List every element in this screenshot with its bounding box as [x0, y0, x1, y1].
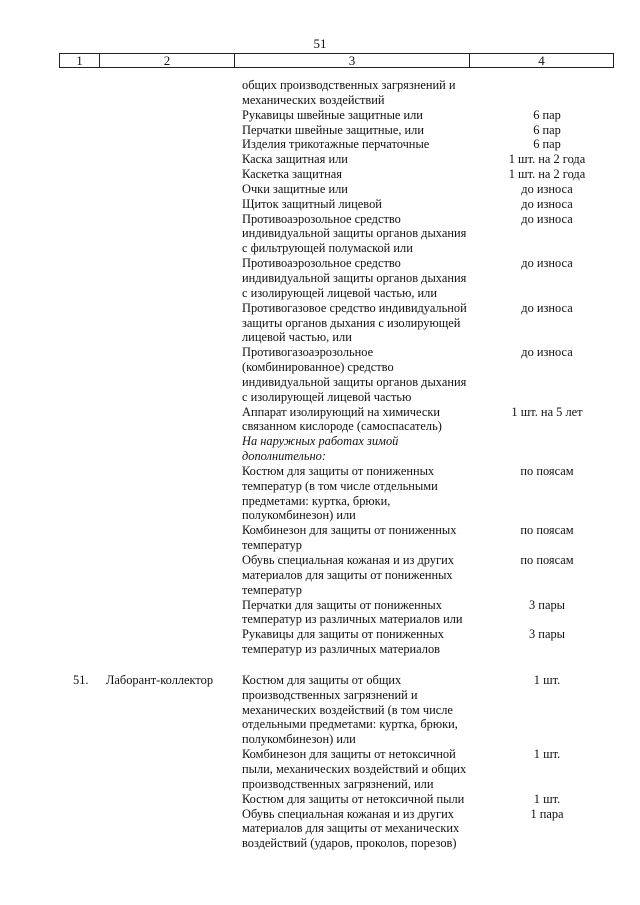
- table-row: [0, 256, 640, 301]
- table-header: [59, 53, 614, 68]
- header-col-4: 4: [538, 53, 545, 68]
- item-line: Каска защитная или: [242, 152, 348, 167]
- item-line: (комбинированное) средство: [242, 360, 394, 375]
- item-line: механических воздействий: [242, 92, 385, 107]
- item-description: [242, 301, 492, 346]
- page-number: 51: [313, 36, 327, 51]
- item-line: полукомбинезон) или: [242, 732, 356, 747]
- item-line: полукомбинезон) или: [242, 508, 356, 523]
- item-description: [242, 167, 492, 182]
- item-description: [242, 464, 492, 523]
- item-description: [242, 137, 492, 152]
- item-description: [242, 807, 492, 852]
- table-row: [0, 598, 640, 628]
- entry-number: 51.: [73, 672, 89, 687]
- issue-norm: до износа: [521, 345, 573, 360]
- issue-norm: 1 шт.: [533, 672, 561, 687]
- table-row: [0, 108, 640, 123]
- issue-norm: 1 шт.: [533, 747, 561, 762]
- item-line: Противогазовое средство индивидуальной: [242, 300, 467, 315]
- issue-norm: 3 пары: [529, 597, 565, 612]
- item-line: с изолирующей лицевой частью, или: [242, 285, 437, 300]
- issue-norm: 3 пары: [529, 627, 565, 642]
- item-line: Комбинезон для защиты от пониженных: [242, 523, 457, 538]
- item-description: [242, 747, 492, 792]
- table-body: [0, 78, 640, 851]
- item-line: общих производственных загрязнений и: [242, 78, 456, 92]
- table-row: [0, 197, 640, 212]
- item-line: пыли, механических воздействий и общих: [242, 761, 467, 776]
- item-line: Очки защитные или: [242, 181, 348, 196]
- table-row: [0, 807, 640, 852]
- item-line: Комбинезон для защиты от нетоксичной: [242, 747, 456, 762]
- item-line: Обувь специальная кожаная и из других: [242, 806, 454, 821]
- issue-norm: до износа: [521, 211, 573, 226]
- issue-norm: до износа: [521, 196, 573, 211]
- item-line: индивидуальной защиты органов дыхания: [242, 270, 467, 285]
- item-description: [242, 212, 492, 257]
- item-description: [242, 598, 492, 628]
- table-row: [0, 792, 640, 807]
- item-description: [242, 78, 492, 108]
- item-line: связанном кислороде (самоспасатель): [242, 419, 442, 434]
- item-line: Обувь специальная кожаная и из других: [242, 553, 454, 567]
- item-description: [242, 123, 492, 138]
- header-col-1: 1: [60, 54, 100, 67]
- item-line: температур: [242, 538, 302, 553]
- issue-norm: до износа: [521, 181, 573, 196]
- item-line: Противогазоаэрозольное: [242, 345, 374, 360]
- item-description: [242, 256, 492, 301]
- table-row: [0, 212, 640, 257]
- item-line: Щиток защитный лицевой: [242, 196, 382, 211]
- item-description: [242, 523, 492, 553]
- item-line: Рукавицы швейные защитные или: [242, 107, 423, 122]
- item-line: Рукавицы для защиты от пониженных: [242, 627, 444, 642]
- header-col-3: 3: [235, 54, 470, 67]
- item-line: Костюм для защиты от пониженных: [242, 463, 435, 478]
- item-line: Перчатки швейные защитные, или: [242, 122, 424, 137]
- item-description: [242, 405, 492, 435]
- item-line: Костюм для защиты от общих: [242, 672, 402, 687]
- table-row: [0, 553, 640, 598]
- item-line: производственных загрязнений, или: [242, 776, 434, 791]
- issue-norm: 1 шт. на 2 года: [508, 152, 586, 167]
- item-description: [242, 434, 492, 464]
- item-line: Перчатки для защиты от пониженных: [242, 597, 442, 612]
- table-row: [0, 673, 640, 747]
- item-line: температур из различных материалов или: [242, 612, 463, 627]
- issue-norm: 6 пар: [533, 122, 561, 137]
- issue-norm: 1 пара: [530, 806, 564, 821]
- table-row: [0, 78, 640, 108]
- issue-norm: до износа: [521, 300, 573, 315]
- item-description: [242, 792, 492, 807]
- item-line: индивидуальной защиты органов дыхания: [242, 374, 467, 389]
- item-line: индивидуальной защиты органов дыхания: [242, 226, 467, 241]
- item-line: производственных загрязнений и: [242, 687, 418, 702]
- issue-norm: 6 пар: [533, 107, 561, 122]
- item-line: На наружных работах зимой: [242, 434, 399, 449]
- item-description: [242, 152, 492, 167]
- table-row: [0, 627, 640, 657]
- item-line: предметами: куртка, брюки,: [242, 493, 391, 508]
- issue-norm: до износа: [521, 256, 573, 271]
- item-line: материалов для защиты от механических: [242, 821, 460, 836]
- item-line: механических воздействий (в том числе: [242, 702, 453, 717]
- item-line: воздействий (ударов, проколов, порезов): [242, 836, 457, 851]
- header-col-2: 2: [100, 54, 235, 67]
- item-line: с фильтрующей полумаской или: [242, 241, 413, 256]
- item-line: дополнительно:: [242, 449, 326, 464]
- item-description: [242, 182, 492, 197]
- item-line: отдельными предметами: куртка, брюки,: [242, 717, 458, 732]
- item-line: лицевой частью, или: [242, 330, 352, 345]
- table-row: [0, 464, 640, 523]
- issue-norm: 6 пар: [533, 137, 561, 152]
- table-row: [0, 167, 640, 182]
- entry-gap: [0, 657, 640, 673]
- table-row: [0, 345, 640, 404]
- item-line: Аппарат изолирующий на химически: [242, 404, 440, 419]
- item-description: [242, 345, 492, 404]
- issue-norm: 1 шт. на 2 года: [508, 167, 586, 182]
- issue-norm: 1 шт. на 5 лет: [511, 404, 583, 419]
- table-row: [0, 747, 640, 792]
- table-row: [0, 137, 640, 152]
- item-line: температур из различных материалов: [242, 642, 441, 657]
- item-line: Противоаэрозольное средство: [242, 256, 401, 271]
- item-description: [242, 553, 492, 598]
- issue-norm: по поясам: [520, 463, 574, 478]
- item-line: материалов для защиты от пониженных: [242, 567, 453, 582]
- item-line: Противоаэрозольное средство: [242, 211, 401, 226]
- table-row: [0, 182, 640, 197]
- item-description: [242, 108, 492, 123]
- item-description: [242, 673, 492, 747]
- table-row: [0, 123, 640, 138]
- item-line: Изделия трикотажные перчаточные: [242, 137, 430, 152]
- item-description: [242, 627, 492, 657]
- table-row: [0, 434, 640, 464]
- item-line: Каскетка защитная: [242, 167, 342, 182]
- item-line: с изолирующей лицевой частью: [242, 389, 412, 404]
- position-title: Лаборант-коллектор: [106, 672, 214, 687]
- item-line: защиты органов дыхания с изолирующей: [242, 315, 461, 330]
- issue-norm: 1 шт.: [533, 791, 561, 806]
- table-row: [0, 405, 640, 435]
- issue-norm: по поясам: [520, 553, 574, 567]
- item-line: температур: [242, 582, 302, 597]
- table-row: [0, 301, 640, 346]
- issue-norm: по поясам: [520, 523, 574, 538]
- table-row: [0, 152, 640, 167]
- item-description: [242, 197, 492, 212]
- item-line: Костюм для защиты от нетоксичной пыли: [242, 791, 465, 806]
- item-line: температур (в том числе отдельными: [242, 478, 438, 493]
- table-row: [0, 523, 640, 553]
